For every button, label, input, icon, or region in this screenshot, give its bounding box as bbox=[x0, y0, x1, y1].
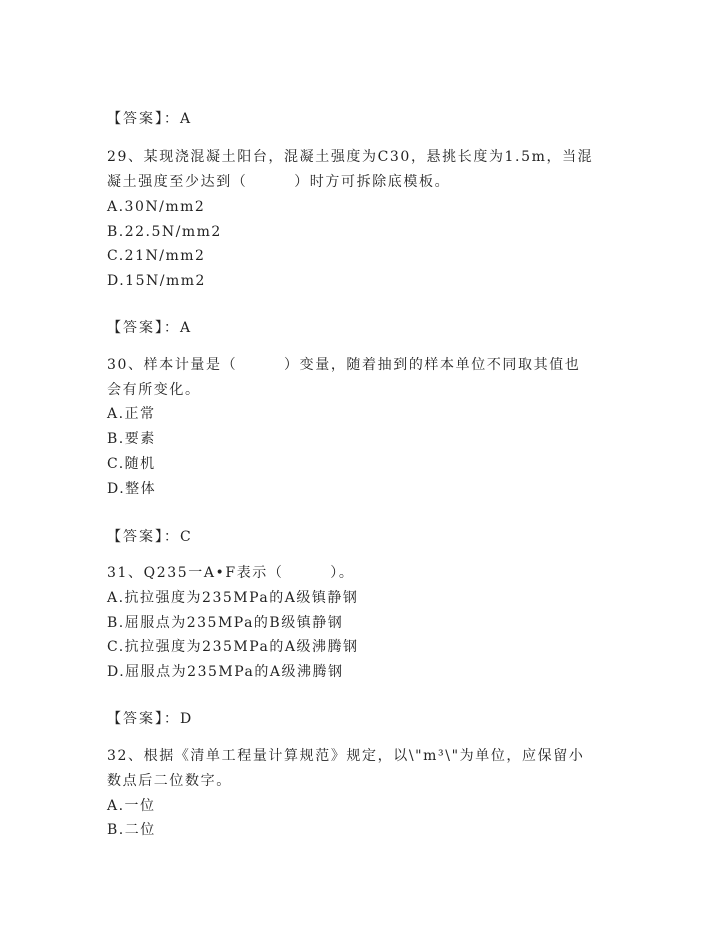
question-30-text-line1: 30、样本计量是（ ）变量，随着抽到的样本单位不同取其值也 bbox=[107, 357, 581, 373]
answer-label: 【答案】：A bbox=[107, 320, 193, 336]
question-29-option-b: B.22.5N/mm2 bbox=[107, 224, 222, 240]
question-29-option-a: A.30N/mm2 bbox=[107, 199, 206, 215]
answer-label: 【答案】：C bbox=[107, 529, 193, 545]
answer-label: 【答案】：D bbox=[107, 711, 194, 727]
question-29-text-line1: 29、某现浇混凝土阳台，混凝土强度为C30，悬挑长度为1.5m，当混 bbox=[107, 149, 594, 165]
question-32-text-line1: 32、根据《清单工程量计算规范》规定，以\"m³\"为单位，应保留小 bbox=[107, 748, 585, 764]
question-29-option-d: D.15N/mm2 bbox=[107, 273, 206, 289]
question-31-text-line1: 31、Q235一A•F表示（ ）。 bbox=[107, 565, 355, 581]
question-31-option-a: A.抗拉强度为235MPa的A级镇静钢 bbox=[107, 590, 359, 606]
question-31-option-d: D.屈服点为235MPa的A级沸腾钢 bbox=[107, 664, 344, 680]
question-30-text-line2: 会有所变化。 bbox=[107, 382, 201, 398]
question-30-option-a: A.正常 bbox=[107, 406, 156, 422]
question-30-option-c: C.随机 bbox=[107, 456, 156, 472]
question-29-text-line2: 凝土强度至少达到（ ）时方可拆除底模板。 bbox=[107, 174, 451, 190]
answer-label: 【答案】：A bbox=[107, 111, 193, 127]
question-32-option-a: A.一位 bbox=[107, 798, 156, 814]
question-30-option-b: B.要素 bbox=[107, 431, 156, 447]
question-32-text-line2: 数点后二位数字。 bbox=[107, 773, 232, 789]
question-32-option-b: B.二位 bbox=[107, 822, 156, 838]
question-30-option-d: D.整体 bbox=[107, 481, 157, 497]
question-29-option-c: C.21N/mm2 bbox=[107, 248, 206, 264]
question-31-option-c: C.抗拉强度为235MPa的A级沸腾钢 bbox=[107, 639, 359, 655]
question-31-option-b: B.屈服点为235MPa的B级镇静钢 bbox=[107, 615, 344, 631]
